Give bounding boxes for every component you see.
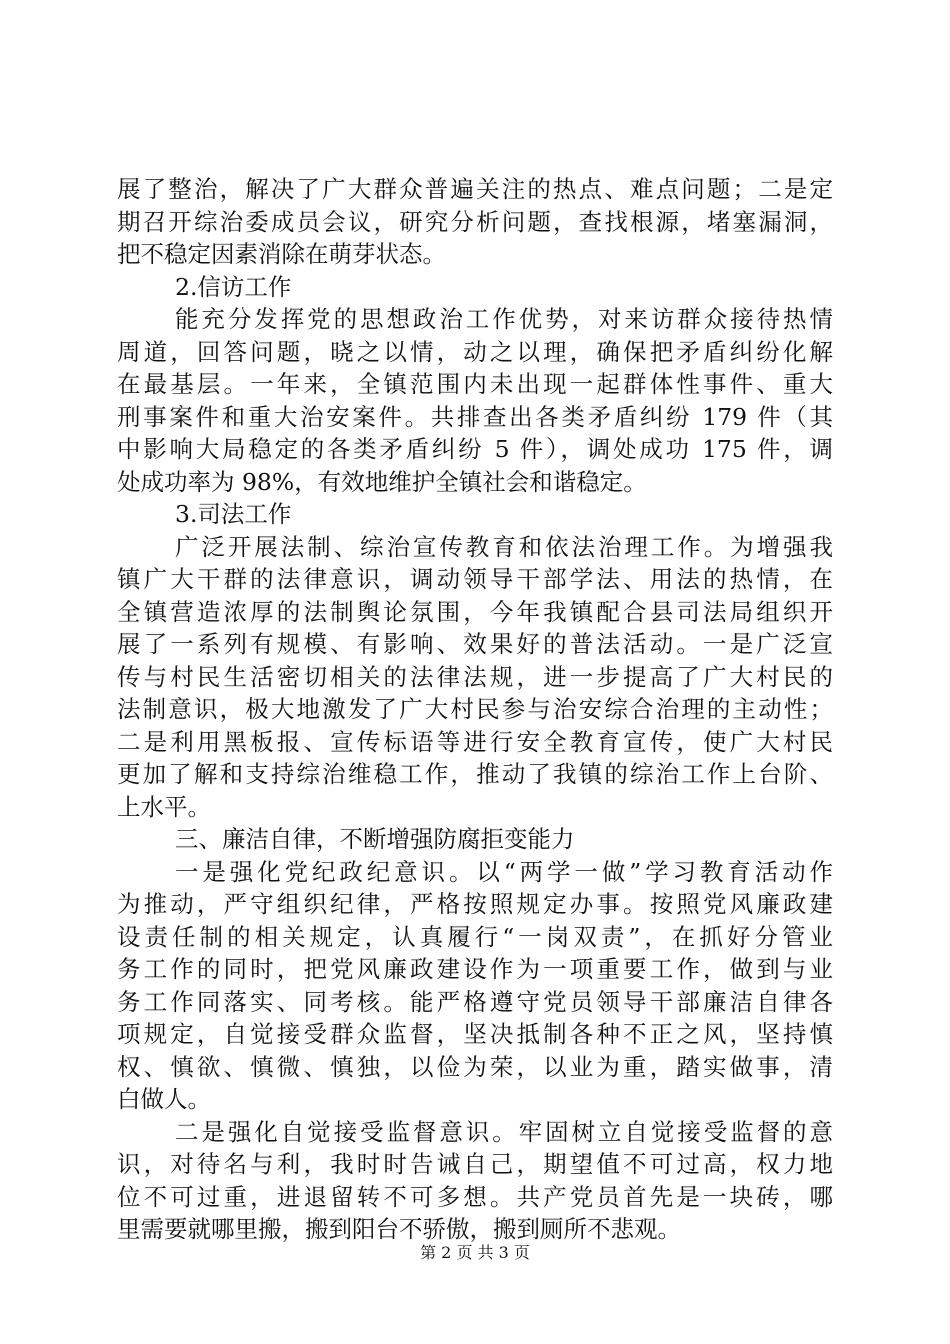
paragraph-line: 广泛开展法制、综治宣传教育和依法治理工作。为增强我: [175, 532, 833, 561]
paragraph-line: 设责任制的相关规定，认真履行“一岗双责”，在抓好分管业: [117, 922, 833, 951]
paragraph-line: 期召开综治委成员会议，研究分析问题，查找根源，堵塞漏洞，: [117, 207, 833, 236]
paragraph-line: 识，对待名与利，我时时告诫自己，期望值不可过高，权力地: [117, 1150, 833, 1178]
paragraph-line: 能充分发挥党的思想政治工作优势，对来访群众接待热情: [175, 305, 833, 333]
paragraph-line: 传与村民生活密切相关的法律法规，进一步提高了广大村民的: [117, 662, 833, 691]
paragraph-line: 周道，回答问题，晓之以情，动之以理，确保把矛盾纠纷化解: [117, 337, 833, 366]
page-footer: [0, 1243, 950, 1263]
paragraph-line: 项规定，自觉接受群众监督，坚决抵制各种不正之风，坚持慎: [117, 1020, 833, 1048]
paragraph-line: 二是强化自觉接受监督意识。牢固树立自觉接受监督的意: [175, 1117, 833, 1146]
paragraph-line: 位不可过重，进退留转不可多想。共产党员首先是一块砖，哪: [117, 1182, 833, 1211]
paragraph-line: 镇广大干群的法律意识，调动领导干部学法、用法的热情，在: [117, 565, 833, 593]
document-body: [117, 173, 833, 1246]
paragraph-line: 更加了解和支持综治维稳工作，推动了我镇的综治工作上台阶、: [117, 760, 833, 788]
section-heading: 3.司法工作: [175, 500, 292, 528]
paragraph-line: 权、慎欲、慎微、慎独，以俭为荣，以业为重，踏实做事，清: [117, 1052, 833, 1081]
paragraph-line: 二是利用黑板报、宣传标语等进行安全教育宣传，使广大村民: [117, 727, 833, 756]
paragraph-line: 一是强化党纪政纪意识。以“两学一做”学习教育活动作: [175, 857, 833, 886]
paragraph-line: 务工作同落实、同考核。能严格遵守党员领导干部廉洁自律各: [117, 987, 833, 1016]
paragraph-line: 展了一系列有规模、有影响、效果好的普法活动。一是广泛宣: [117, 630, 833, 658]
paragraph-line: 把不稳定因素消除在萌芽状态。: [117, 240, 446, 268]
paragraph-line: 务工作的同时，把党风廉政建设作为一项重要工作，做到与业: [117, 955, 833, 983]
section-heading: 2.信访工作: [175, 272, 292, 301]
section-heading: 三、廉洁自律，不断增强防腐拒变能力: [175, 825, 575, 853]
page-number: 第 2 页 共 3 页: [420, 1243, 530, 1262]
paragraph-line: 处成功率为 98%，有效地维护全镇社会和谐稳定。: [117, 467, 647, 496]
paragraph-line: 白做人。: [117, 1085, 211, 1113]
paragraph-line: 中影响大局稳定的各类矛盾纠纷 5 件），调处成功 175 件，调: [117, 435, 833, 463]
paragraph-line: 在最基层。一年来，全镇范围内未出现一起群体性事件、重大: [117, 370, 833, 398]
paragraph-line: 里需要就哪里搬，搬到阳台不骄傲，搬到厕所不悲观。: [117, 1215, 681, 1243]
paragraph-line: 全镇营造浓厚的法制舆论氛围，今年我镇配合县司法局组织开: [117, 597, 833, 626]
paragraph-line: 展了整治，解决了广大群众普遍关注的热点、难点问题；二是定: [117, 175, 833, 203]
paragraph-line: 刑事案件和重大治安案件。共排查出各类矛盾纠纷 179 件（其: [117, 402, 833, 431]
paragraph-line: 法制意识，极大地激发了广大村民参与治安综合治理的主动性；: [117, 695, 833, 723]
paragraph-line: 为推动，严守组织纪律，严格按照规定办事。按照党风廉政建: [117, 890, 833, 918]
paragraph-line: 上水平。: [117, 792, 211, 821]
